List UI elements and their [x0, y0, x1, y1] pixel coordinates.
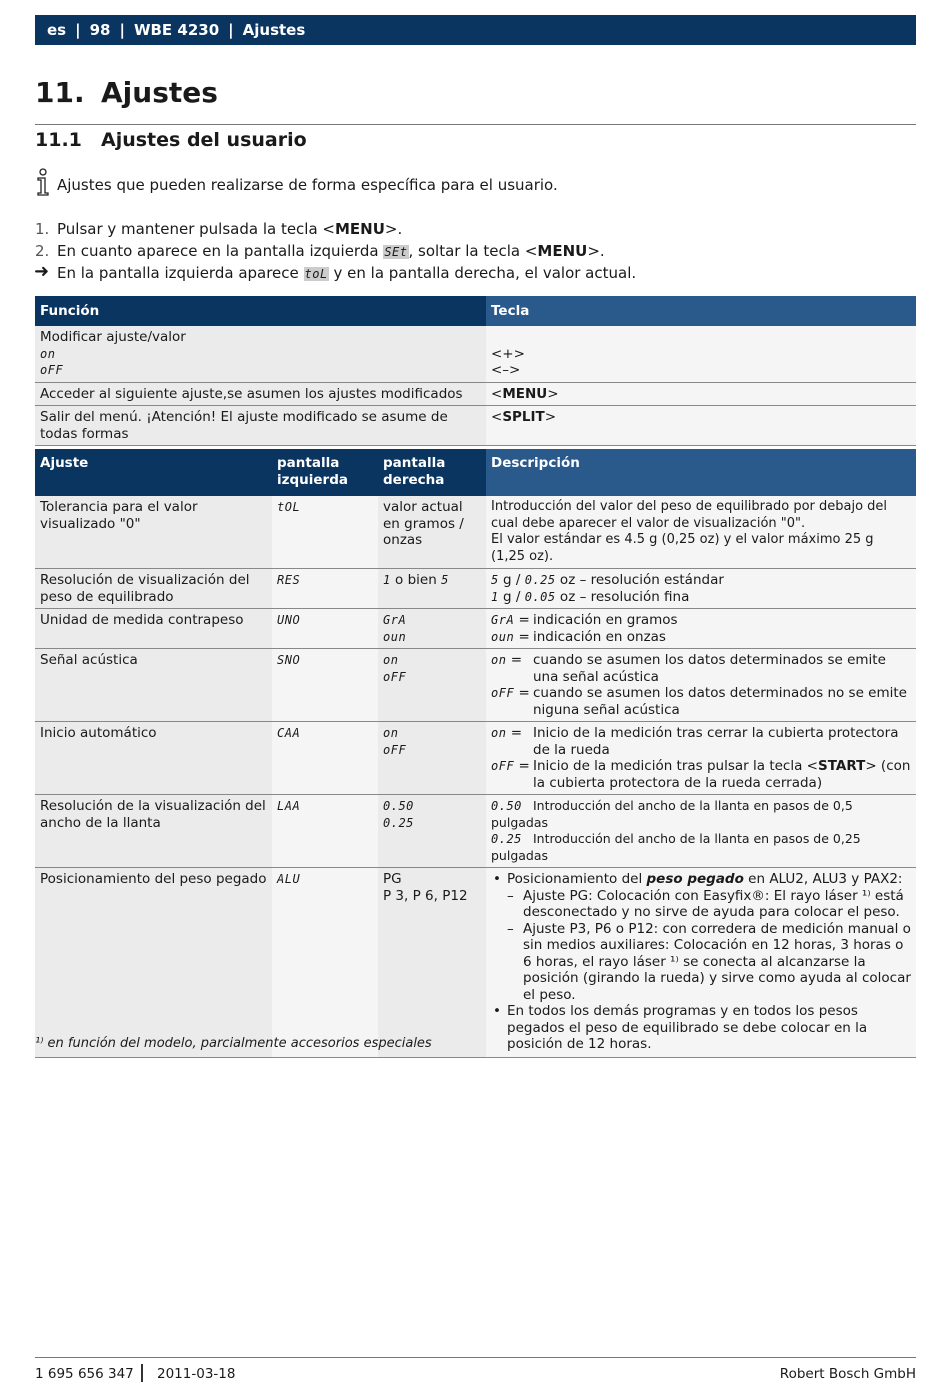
table-row: Inicio automático CAA on oFF on = Inicio de la medición tras cerrar la cubierta protectora de la rueda oFF = Inicio de la medición tras pulsar la tecla <START> (con la cubierta protectora de la rueda cerrada) [35, 722, 916, 795]
table-row: Salir del menú. ¡Atención! El ajuste modificado se asume de todas formas <SPLIT> [35, 406, 916, 446]
table-row: Acceder al siguiente ajuste,se asumen los ajustes modificados <MENU> [35, 382, 916, 406]
section-title: 11.1 Ajustes del usuario [35, 129, 307, 151]
title-divider [35, 124, 916, 125]
arrow-right-icon: ➜ [34, 261, 50, 282]
table-row: Posicionamiento del peso pegado ALU PG P 3, P 6, P12 • Posicionamiento del peso pegado en ALU2, ALU3 y PAX2: – Ajuste PG: Colocación con Easyfix®: El rayo láser ¹⁾ está desconectado y no sirve de ayuda para colocar el peso. – Ajuste P3, P6 o P12: con corredera de medición manual o sin medios auxiliares: Colocación en 12 horas, 3 horas o 6 horas, el rayo láser ¹⁾ se conecta al alcanzarse la posición (girando la rueda) y sirve como ayuda al colocar el peso. • En todos los demás programas y en todos los pesos pegados el peso de equilibrado se debe colocar en la posición de 12 horas. [35, 868, 916, 1058]
table-row: Unidad de medida contrapeso UNO GrA oun GrA = indicación en gramos oun = indicación en onzas [35, 609, 916, 649]
footer-doc-number: 1 695 656 347 [35, 1366, 134, 1382]
header-model: WBE 4230 [133, 21, 220, 39]
info-icon [35, 168, 51, 196]
table-row: Señal acústica SNO on oFF on = cuando se asumen los datos determinados se emite una señal acústica oFF = cuando se asumen los datos determinados no se emite niguna señal acústica [35, 649, 916, 722]
footer-company: Robert Bosch GmbH [779, 1366, 916, 1382]
function-key-table: Función Tecla Modificar ajuste/valor on oFF <+> <–> Acceder al siguiente ajuste,se asumen los ajustes modificados <MENU> Salir del menú. ¡Atención! El ajuste modificado se asume de todas formas <SPLIT> [35, 296, 916, 446]
step-1: 1. Pulsar y mantener pulsada la tecla <MENU>. [35, 220, 403, 238]
table-row: Resolución de visualización del peso de equilibrado RES 1 o bien 5 5 g / 0.25 oz – resolución estándar 1 g / 0.05 oz – resolución fina [35, 569, 916, 609]
footnote: ¹⁾ en función del modelo, parcialmente accesorios especiales [35, 1036, 432, 1051]
table-row: Resolución de la visualización del ancho de la llanta LAA 0.50 0.25 0.50 Introducción del ancho de la llanta en pasos de 0,5 pulgadas 0.25 Introducción del ancho de la llanta en pasos de 0,25 pulgadas [35, 795, 916, 868]
page-title: 11. Ajustes [35, 76, 218, 109]
page-header: es | 98 | WBE 4230 | Ajustes [35, 15, 916, 45]
settings-table: Ajuste pantalla izquierda pantalla derecha Descripción Tolerancia para el valor visualizado "0" tOL valor actual en gramos / onzas Introducción del valor del peso de equilibrado por debajo del cual debe aparecer el valor de visualización "0". El valor estándar es 4.5 g (0,25 oz) y el valor máximo 25 g (1,25 oz). Resolución de visualización del peso de equilibrado RES 1 o bien 5 5 g / 0.25 oz – resolución estándar 1 g / 0.05 oz – resolución fina Unidad de medida contrapeso UNO GrA oun GrA = indicación en gramos oun = indicación en onzas Señal acústica SNO on oFF on = cuando se asumen los datos determinados se emite una señal acústica oFF = cuando se asumen los datos determinados no se emite niguna señal acústica Inicio automático CAA on oFF on = Inicio de la medición tras cerrar la cubierta protectora de la rueda oFF = Inicio de la medición tras pulsar la tecla <START> (con la cubierta protectora de la rueda cerrada) Resolución de la visualización del ancho de la llanta LAA 0.50 0.25 0.50 Introducción del ancho de la llanta en pasos de 0,5 pulgadas 0.25 Introducción del ancho de la llanta en pasos de 0,25 pulgadas Posicionamiento del peso pegado ALU PG P 3, P 6, P12 • Posicionamiento del peso pegado en ALU2, ALU3 y PAX2: – Ajuste PG: Colocación con Easyfix®: El rayo láser ¹⁾ está desconectado y no sirve de ayuda para colocar el peso. – Ajuste P3, P6 o P12: con corredera de medición manual o sin medios auxiliares: Colocación en 12 horas, 3 horas o 6 horas, el rayo láser ¹⁾ se conecta al alcanzarse la posición (girando la rueda) y sirve como ayuda al colocar el peso. • En todos los demás programas y en todos los pesos pegados el peso de equilibrado se debe colocar en la posición de 12 horas. [35, 449, 916, 1058]
table-row: Tolerancia para el valor visualizado "0" tOL valor actual en gramos / onzas Introducción del valor del peso de equilibrado por debajo del cual debe aparecer el valor de visualización "0". El valor estándar es 4.5 g (0,25 oz) y el valor máximo 25 g (1,25 oz). [35, 496, 916, 569]
footer-divider [35, 1357, 916, 1358]
header-section: Ajustes [242, 21, 306, 39]
header-page: 98 [89, 21, 111, 39]
result-line: ➜ En la pantalla izquierda aparece toL y en la pantalla derecha, el valor actual. [34, 261, 637, 282]
step-2: 2. En cuanto aparece en la pantalla izquierda SEt, soltar la tecla <MENU>. [35, 242, 605, 260]
footer-date: 2011-03-18 [157, 1366, 236, 1382]
table-row: Modificar ajuste/valor on oFF <+> <–> [35, 326, 916, 382]
footer-separator [141, 1364, 143, 1382]
info-text: Ajustes que pueden realizarse de forma específica para el usuario. [57, 176, 558, 194]
header-lang: es [47, 21, 67, 39]
